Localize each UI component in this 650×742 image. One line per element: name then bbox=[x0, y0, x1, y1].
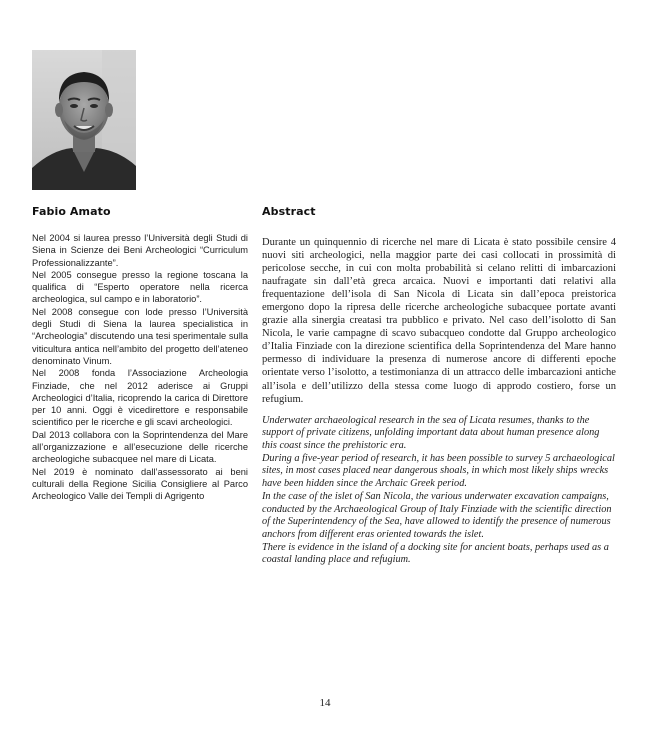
page-number: 14 bbox=[319, 697, 331, 709]
bio-paragraph: Nel 2005 consegue presso la regione toscana la qualifica di “Esperto operatore nella ricerca archeologica, sul campo e in laboratorio”. bbox=[32, 269, 248, 305]
bio-paragraph: Nel 2004 si laurea presso l’Università degli Studi di Siena in Scienze dei Beni Archeologici “Curriculum Professionalizzante”. bbox=[32, 233, 248, 268]
bio-paragraph: Nel 2008 fonda l’Associazione Archeologia Finziade, che nel 2012 aderisce ai Gruppi Archeologici d’Italia, ricoprendo la carica di Direttore per 10 anni. Oggi è vicedirettore e responsabile scientifico per le ricerche e gli scavi archeologici. bbox=[32, 368, 248, 428]
abstract-english-paragraph: During a five-year period of research, it has been possible to survey 5 archaeological sites, in most cases placed near dangerous shoals, in which most likely ships wrecks have been hidden since the Archaic Greek period. bbox=[262, 452, 615, 490]
bio-paragraph: Dal 2013 collabora con la Soprintendenza del Mare all’organizzazione e all’esecuzione delle ricerche archeologiche subacquee nel mare di Licata. bbox=[32, 429, 248, 465]
abstract-english-paragraph: In the case of the islet of San Nicola, the various underwater excavation campaigns, conducted by the Archaeological Group of Italy Finziade with the scientific direction of the Superintendency of the Sea, have allowed to identify the presence of numerous anchors from different eras oriented towards the islet. bbox=[262, 490, 612, 540]
author-name: Fabio Amato bbox=[32, 205, 111, 218]
abstract-column bbox=[262, 205, 616, 567]
abstract-english-paragraph: There is evidence in the island of a docking site for ancient boats, perhaps used as a coastal landing place and refugium. bbox=[262, 541, 609, 566]
author-column bbox=[32, 205, 248, 503]
author-portrait-image bbox=[32, 50, 136, 190]
author-photo bbox=[32, 50, 136, 190]
abstract-heading: Abstract bbox=[262, 205, 316, 218]
bio-paragraph: Nel 2019 è nominato dall’assessorato ai beni culturali della Regione Sicilia Consigliere al Parco Archeologico Valle dei Templi di Agrigento bbox=[32, 466, 248, 502]
abstract-english bbox=[262, 415, 616, 567]
author-bio bbox=[32, 232, 248, 503]
abstract-italian: Durante un quinquennio di ricerche nel mare di Licata è stato possibile censire 4 nuovi siti archeologici, nella maggior parte dei casi collocati in prossimità di pericolose secche, in cui con molta probabilità si celano relitti di imbarcazioni naufragate sin dall’età greca arcaica. Nuovi e importanti dati relativi alla frequentazione dell’isola di San Nicola di Licata sin dall’epoca preistorica emergono dopo la ripresa delle ricerche archeologiche subacquee portate avanti grazie alla sinergia creatasi tra pubblico e privato. Nel caso dell’isolotto di San Nicola, le varie campagne di scavo subacqueo condotte dal Gruppo archeologico d’Italia Finziade con la direzione scientifica della Soprintendenza del Mare hanno permesso di individuare la presenza di numerose ancore di differenti epoche orientate verso l’isolotto, a testimonianza di un attracco delle imbarcazioni antiche all’isola e dell’utilizzo della stessa come luogo di approdo costiero, forse un refugium. bbox=[262, 237, 616, 405]
bio-paragraph: Nel 2008 consegue con lode presso l’Università degli Studi di Siena la laurea specialistica in “Archeologia” discutendo una tesi sperimentale sulla viticultura antica nell’ambito del progetto dell’ateneo denominato Vinum. bbox=[32, 306, 248, 366]
abstract-english-paragraph: Underwater archaeological research in the sea of Licata resumes, thanks to the support of private citizens, unfolding important data about human presence along this coast since the prehistoric era. bbox=[262, 414, 600, 452]
